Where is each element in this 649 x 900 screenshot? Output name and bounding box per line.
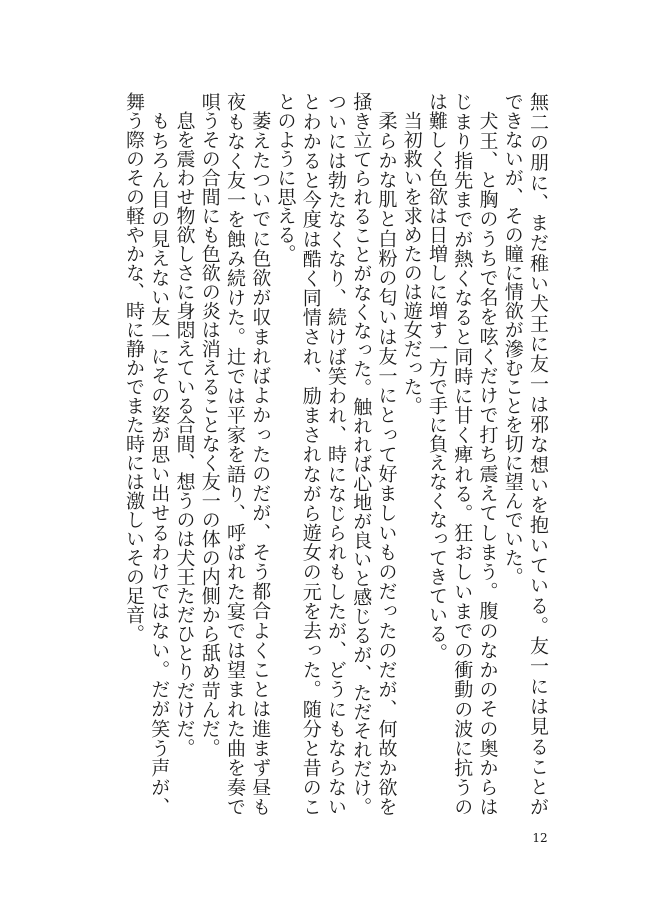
paragraph [171, 92, 196, 816]
paragraph [399, 92, 424, 816]
text-column: 萎えたついでに色欲が収まればよかったのだが、そう都合よくことは進まず昼も [249, 111, 272, 816]
text-column: できないが、その瞳に情欲が滲むことを切に望んでいた。 [501, 92, 524, 586]
text-column: ついには勃たなくなり、続けば笑われ、時になじられもしたが、どうにもならない [325, 92, 347, 816]
paragraph [121, 92, 172, 816]
paragraph-continued [500, 92, 551, 816]
text-column: 夜もなく友一を蝕み続けた。辻では平家を語り、呼ばれた宴では望まれた曲を奏で [224, 92, 246, 816]
text-column: もちろん目の見えない友一にその姿が思い出せるわけではない。だが笑う声が、 [148, 111, 171, 816]
text-column: とわかると今度は酷く同情され、励まされながら遊女の元を去った。随分と昔のこ [299, 92, 322, 816]
vertical-text-body [121, 92, 550, 816]
paragraph [197, 92, 273, 816]
paragraph [272, 92, 398, 816]
paragraph [424, 92, 500, 816]
text-column: は難しく色欲は日増しに増す一方で手に負えなくなってきている。 [426, 92, 448, 662]
text-column: 息を震わせ物欲しさに身悶えている合間、想うのは犬王ただひとりだけだ。 [173, 111, 196, 757]
text-column: 唄うその合間にも色欲の炎は消えることなく友一の体の内側から舐め苛んだ。 [198, 92, 221, 757]
text-column: 柔らかな肌と白粉の匂いは友一にとって好ましいものだったのだが、何故か欲を [375, 111, 398, 816]
text-column: じまり指先までが熱くなると同時に甘く痺れる。狂おしいまでの衝動の波に抗うの [451, 92, 474, 816]
page-number: 12 [532, 831, 548, 845]
text-column: 犬王、と胸のうちで名を呟くだけで打ち震えてしまう。腹のなかのその奥からは [476, 111, 499, 816]
text-column: 無二の朋に、まだ稚い犬王に友一は邪な想いを抱いている。友一には見ることが [527, 92, 549, 816]
text-column: 舞う際のその軽やかな、時に静かでまた時には激しいその足音。 [123, 92, 145, 643]
text-column: 掻き立てられることがなくなった。触れれば心地が良いと感じるが、ただそれだけ。 [350, 92, 373, 816]
text-column: 当初救いを求めたのは遊女だった。 [400, 111, 423, 415]
text-column: とのように思える。 [274, 92, 297, 263]
